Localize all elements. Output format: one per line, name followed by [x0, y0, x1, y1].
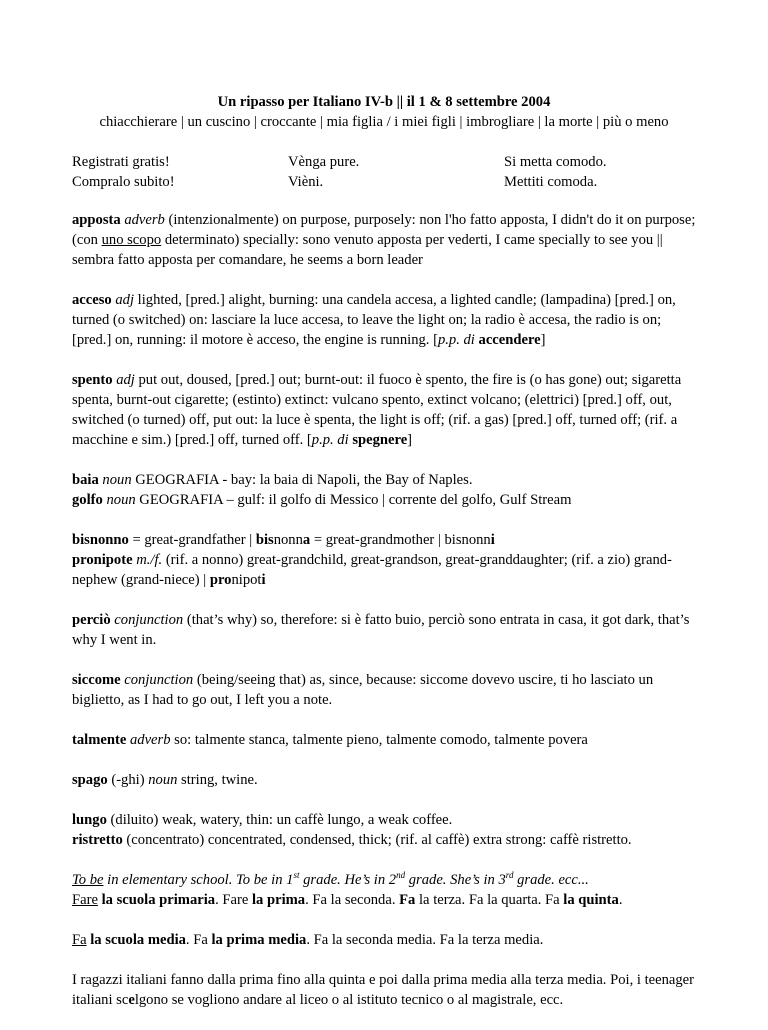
- definition-cont: determinato) specially: sono venuto apposta per vederti, I came specially to see you || sembra fatto apposta per comandare, he seems a born leader: [72, 232, 663, 268]
- headword: lungo: [72, 812, 107, 828]
- prefix-bis: bis: [255, 532, 274, 548]
- grade-text: la terza. Fa la quarta. Fa: [415, 892, 564, 908]
- headword: apposta: [72, 212, 121, 228]
- grade-text: . Fa: [185, 932, 212, 948]
- infinitive-ref: accendere: [478, 332, 541, 348]
- imperative-column-3: [504, 152, 607, 192]
- bracket-close: ]: [407, 432, 413, 448]
- vocabulary-list: chiacchierare | un cuscino | croccante | mia figlia / i miei figli | imbrogliare | la morte | più o meno: [99, 114, 669, 130]
- col3-line2: Mettiti comoda.: [504, 174, 598, 190]
- col1-line2: Compralo subito!: [72, 174, 175, 190]
- headword: golfo: [72, 492, 103, 508]
- entry-geography: [72, 470, 702, 510]
- ending-i: i: [261, 572, 266, 588]
- bracket-close: ]: [540, 332, 546, 348]
- school-summary: [72, 970, 702, 1010]
- past-participle-label: p.p. di: [437, 332, 475, 348]
- part-of-speech: noun: [148, 772, 178, 788]
- col2-line2: Vièni.: [288, 174, 324, 190]
- definition: (being/seeing that) as, since, because: siccome dovevo uscire, ti ho lasciato un biglietto, as I had to go out, I left you a note.: [72, 672, 654, 708]
- school-phrase: la scuola primaria: [101, 892, 216, 908]
- definition: string, twine.: [177, 772, 258, 788]
- headword: baia: [72, 472, 99, 488]
- grade-text: grade. He’s in 2: [299, 872, 397, 888]
- definition: (that’s why) so, therefore: si è fatto buio, perciò sono entrata in casa, it got dark, that’s why I went in.: [72, 612, 690, 648]
- entry-coffee: [72, 810, 702, 850]
- definition: (rif. a nonno) great-grandchild, great-grandson, great-granddaughter; (rif. a zio) grand-nephew (grand-niece) |: [72, 552, 672, 588]
- infinitive-ref: spegnere: [352, 432, 408, 448]
- stem: nipot: [231, 572, 262, 588]
- headword: bisnonno: [72, 532, 129, 548]
- entry-pronipote: [72, 550, 702, 590]
- part-of-speech: conjunction: [124, 672, 194, 688]
- col1-line1: Registrati gratis!: [72, 154, 170, 170]
- entry-bisnonno: [72, 530, 702, 550]
- school-phrase: la prima: [252, 892, 306, 908]
- headword: perciò: [72, 612, 111, 628]
- part-of-speech: adj: [115, 292, 135, 308]
- underlined-phrase: uno scopo: [101, 232, 162, 248]
- definition: GEOGRAFIA - bay: la baia di Napoli, the Bay of Naples.: [131, 472, 473, 488]
- definition: = great-grandfather |: [128, 532, 256, 548]
- entry-acceso: [72, 290, 702, 350]
- summary-text-cont: lgono se vogliono andare al liceo o al istituto tecnico o al magistrale, ecc.: [134, 992, 564, 1008]
- definition: put out, doused, [pred.] out; burnt-out: il fuoco è spento, the fire is (o has gone) out; sigaretta spenta, burnt-out cigarette; (estinto) extinct: vulcano spento, extinct volcano; (elettrici) [pred.] off, out, switched (o turned) off, put out: la luce è spenta, the light is off; (rif. a gas) [pred.] off, turned off; (rif. a macchine e sim.) [pred.] off, turned off. [: [72, 372, 682, 448]
- entry-spento: [72, 370, 702, 450]
- school-italian-line: [72, 890, 702, 910]
- headword: siccome: [72, 672, 121, 688]
- part-of-speech: adj: [116, 372, 135, 388]
- past-participle-label: p.p. di: [311, 432, 349, 448]
- school-media: [72, 930, 702, 950]
- school-phrase: la scuola media: [90, 932, 186, 948]
- headword: acceso: [72, 292, 112, 308]
- school-phrase: la prima media: [211, 932, 307, 948]
- grade-text: grade. She’s in 3: [405, 872, 506, 888]
- plural-note: (-ghi): [107, 772, 149, 788]
- entry-baia: [72, 470, 702, 490]
- part-of-speech: m./f.: [136, 552, 163, 568]
- definition: (concentrato) concentrated, condensed, thick; (rif. al caffè) extra strong: caffè ristretto.: [122, 832, 632, 848]
- fare-verb: Fare: [72, 892, 98, 908]
- entry-golfo: [72, 490, 702, 510]
- imperative-column-2: [288, 152, 359, 192]
- headword: talmente: [72, 732, 127, 748]
- dictionary-entries: [72, 210, 702, 1030]
- grade-text: . Fa la seconda.: [305, 892, 400, 908]
- col2-line1: Vènga pure.: [288, 154, 360, 170]
- definition: (diluito) weak, watery, thin: un caffè lungo, a weak coffee.: [106, 812, 453, 828]
- grade-text: .: [618, 892, 623, 908]
- to-be-phrase: To be: [72, 872, 104, 888]
- entry-lungo: [72, 810, 702, 830]
- grade-text: in elementary school. To be in 1: [103, 872, 294, 888]
- fa-verb: Fa: [72, 932, 87, 948]
- entry-spago: [72, 770, 702, 790]
- grade-text: . Fa la seconda media. Fa la terza media.: [306, 932, 544, 948]
- ending-a: a: [302, 532, 311, 548]
- headword: spago: [72, 772, 108, 788]
- definition: (intenzionalmente) on purpose, purposely: non l'ho fatto apposta, I didn't do it on purpose; (con: [72, 212, 696, 248]
- headword: spento: [72, 372, 113, 388]
- part-of-speech: adverb: [129, 732, 171, 748]
- grade-text: . Fare: [215, 892, 252, 908]
- col3-line1: Si metta comodo.: [504, 154, 607, 170]
- school-english-line: [72, 870, 702, 890]
- definition: lighted, [pred.] alight, burning: una candela accesa, a lighted candle; (lampadina) [pred.] on, turned (o switched) on: lasciare la luce accesa, to leave the light on; la radio è accesa, the radio is on; [pred.] on, running: il motore è acceso, the engine is running. [: [72, 292, 676, 348]
- ordinal-suffix: rd: [505, 870, 514, 881]
- school-grades: [72, 870, 702, 910]
- document-title: Un ripasso per Italiano IV-b || il 1 & 8 settembre 2004: [217, 94, 551, 110]
- part-of-speech: conjunction: [114, 612, 184, 628]
- part-of-speech: adverb: [124, 212, 165, 228]
- headword: pronipote: [72, 552, 133, 568]
- grade-text: grade. ecc...: [513, 872, 589, 888]
- school-phrase: Fa: [399, 892, 416, 908]
- entry-apposta: [72, 210, 702, 270]
- definition: GEOGRAFIA – gulf: il golfo di Messico | corrente del golfo, Gulf Stream: [135, 492, 572, 508]
- imperative-column-1: [72, 152, 175, 192]
- entry-ristretto: [72, 830, 702, 850]
- entry-talmente: [72, 730, 702, 750]
- part-of-speech: noun: [102, 472, 132, 488]
- ordinal-suffix: st: [293, 870, 300, 881]
- definition: so: talmente stanca, talmente pieno, talmente comodo, talmente povera: [170, 732, 588, 748]
- school-phrase: la quinta: [563, 892, 619, 908]
- part-of-speech: noun: [106, 492, 136, 508]
- prefix-pro: pro: [209, 572, 232, 588]
- imperative-examples: [72, 152, 712, 192]
- headword: ristretto: [72, 832, 123, 848]
- ordinal-suffix: nd: [396, 870, 406, 881]
- summary-text: I ragazzi italiani fanno dalla prima fino alla quinta e poi dalla prima media alla terza media. Poi, i teenager italiani sc: [72, 972, 694, 1008]
- stem: nonn: [273, 532, 303, 548]
- entry-siccome: [72, 670, 702, 710]
- ending-i: i: [490, 532, 495, 548]
- entry-percio: [72, 610, 702, 650]
- definition-cont: = great-grandmother | bisnonn: [310, 532, 491, 548]
- entry-family: [72, 530, 702, 590]
- stressed-letter: e: [128, 992, 135, 1008]
